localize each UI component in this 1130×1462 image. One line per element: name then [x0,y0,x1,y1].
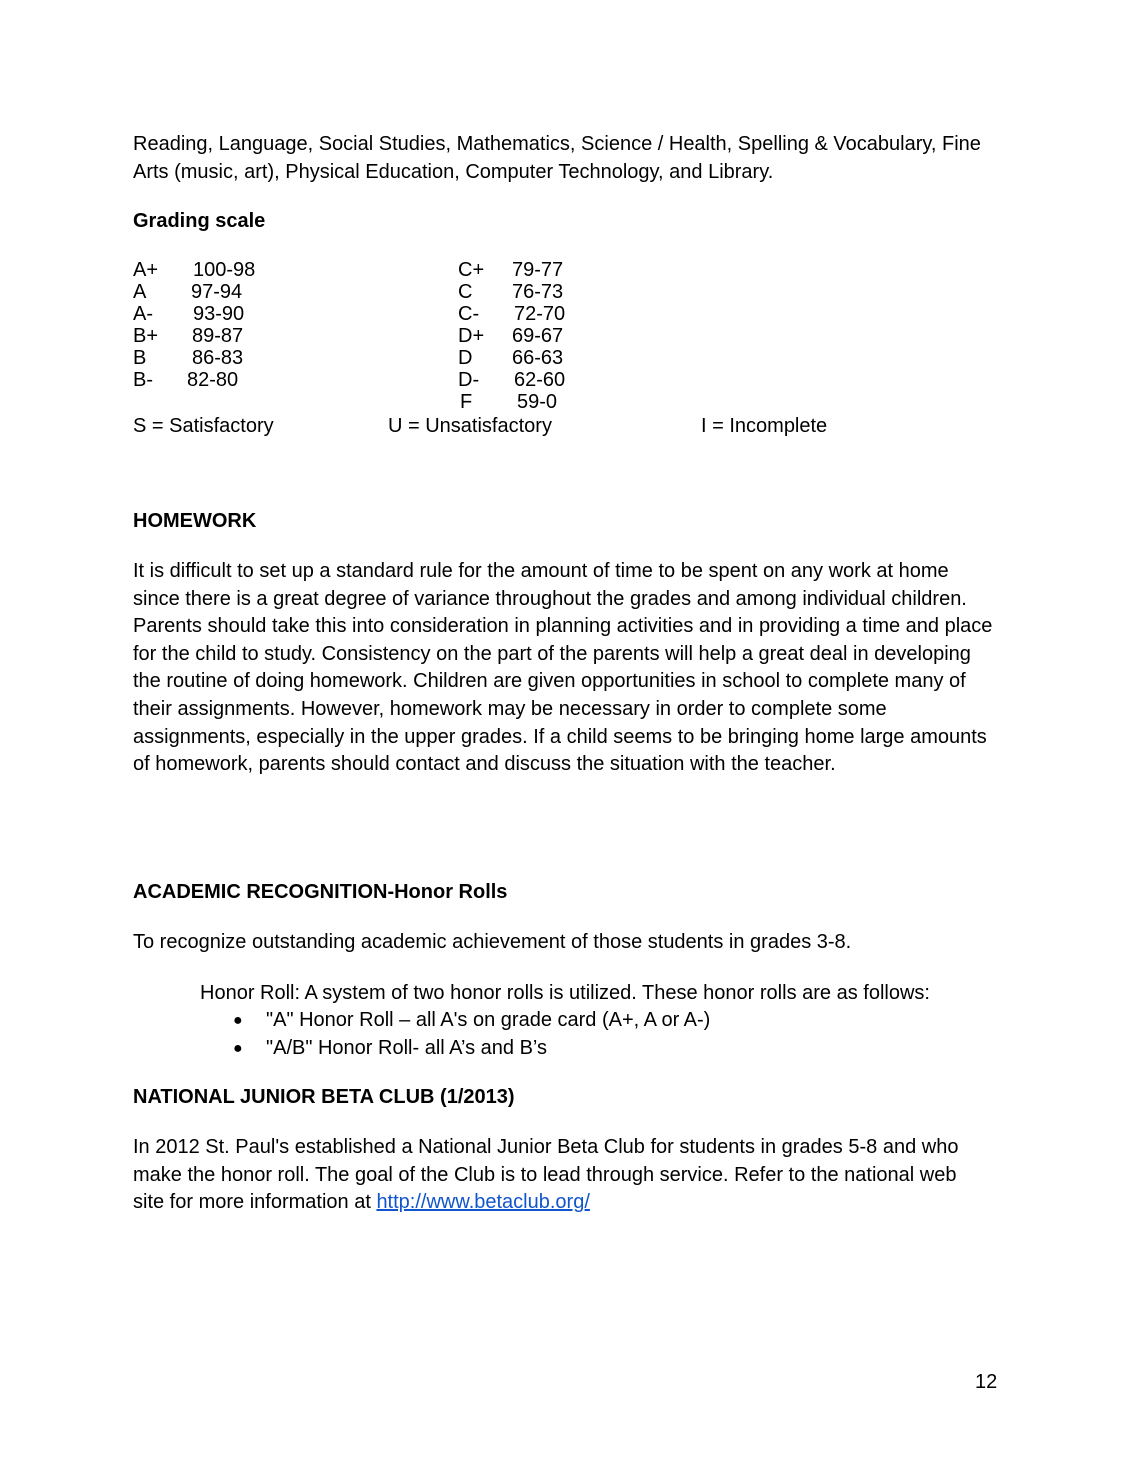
grade-letter: B+ [133,325,159,347]
page-number: 12 [975,1371,998,1393]
unsatisfactory-label: U = Unsatisfactory [388,415,552,437]
incomplete-label: I = Incomplete [701,415,828,437]
grade-range: 97-94 [191,281,243,303]
grade-letter: C+ [458,259,485,281]
grade-letter: D+ [458,325,485,347]
subjects-paragraph: Reading, Language, Social Studies, Mathematics, Science / Health, Spelling & Vocabulary, Fine Arts (music, art), Physical Education, Computer Technology, and Library. [133,133,981,183]
grade-range: 89-87 [192,325,244,347]
beta-club-paragraph [133,1134,983,1217]
bullet-text: "A/B" Honor Roll- all A’s and B’s [266,1037,547,1059]
grade-range: 79-77 [512,259,564,281]
grade-range: 93-90 [193,303,245,325]
grade-range: 72-70 [514,303,566,325]
grade-letter: A [133,281,147,303]
satisfactory-label: S = Satisfactory [133,415,274,437]
grade-range: 76-73 [512,281,564,303]
grade-range: 69-67 [512,325,564,347]
grade-letter: A- [133,303,153,325]
grade-letter: C- [458,303,480,325]
academic-recognition-heading: ACADEMIC RECOGNITION-Honor Rolls [133,881,508,903]
grade-letter: D [458,347,473,369]
academic-recognition-intro: To recognize outstanding academic achievement of those students in grades 3-8. [133,931,852,953]
grade-letter: B- [133,369,153,391]
bullet-icon: ● [233,1040,243,1057]
grade-letter: B [133,347,147,369]
beta-club-text: In 2012 St. Paul's established a National Junior Beta Club for students in grades 5-8 and who make the honor roll. The goal of the Club is to lead through service. Refer to the national web site for more information at [133,1136,959,1214]
grade-letter: F [460,391,473,413]
grade-letter: C [458,281,473,303]
homework-paragraph: It is difficult to set up a standard rule for the amount of time to be spent on any work at home since there is a great degree of variance throughout the grades and among individual children. Parents should take this into consideration in planning activities and in providing a time and place for the child to study. Consistency on the part of the parents will help a great deal in developing the routine of doing homework. Children are given opportunities in school to complete many of their assignments. However, homework may be necessary in order to complete some assignments, especially in the upper grades. If a child seems to be bringing home large amounts of homework, parents should contact and discuss the situation with the teacher. [133,560,993,776]
betaclub-link[interactable]: http://www.betaclub.org/ [376,1191,590,1214]
bullet-text: "A" Honor Roll – all A's on grade card (A+, A or A-) [266,1009,711,1031]
grade-range: 86-83 [192,347,244,369]
homework-heading: HOMEWORK [133,510,257,532]
beta-club-heading: NATIONAL JUNIOR BETA CLUB (1/2013) [133,1086,515,1108]
grade-range: 66-63 [512,347,564,369]
grade-range: 100-98 [193,259,256,281]
grade-letter: A+ [133,259,159,281]
grade-range: 82-80 [187,369,239,391]
honor-roll-description: Honor Roll: A system of two honor rolls is utilized. These honor rolls are as follows: [200,982,930,1004]
grading-scale-heading: Grading scale [133,210,266,232]
grade-range: 59-0 [517,391,558,413]
grade-letter: D- [458,369,480,391]
grade-range: 62-60 [514,369,566,391]
bullet-icon: ● [233,1012,243,1029]
